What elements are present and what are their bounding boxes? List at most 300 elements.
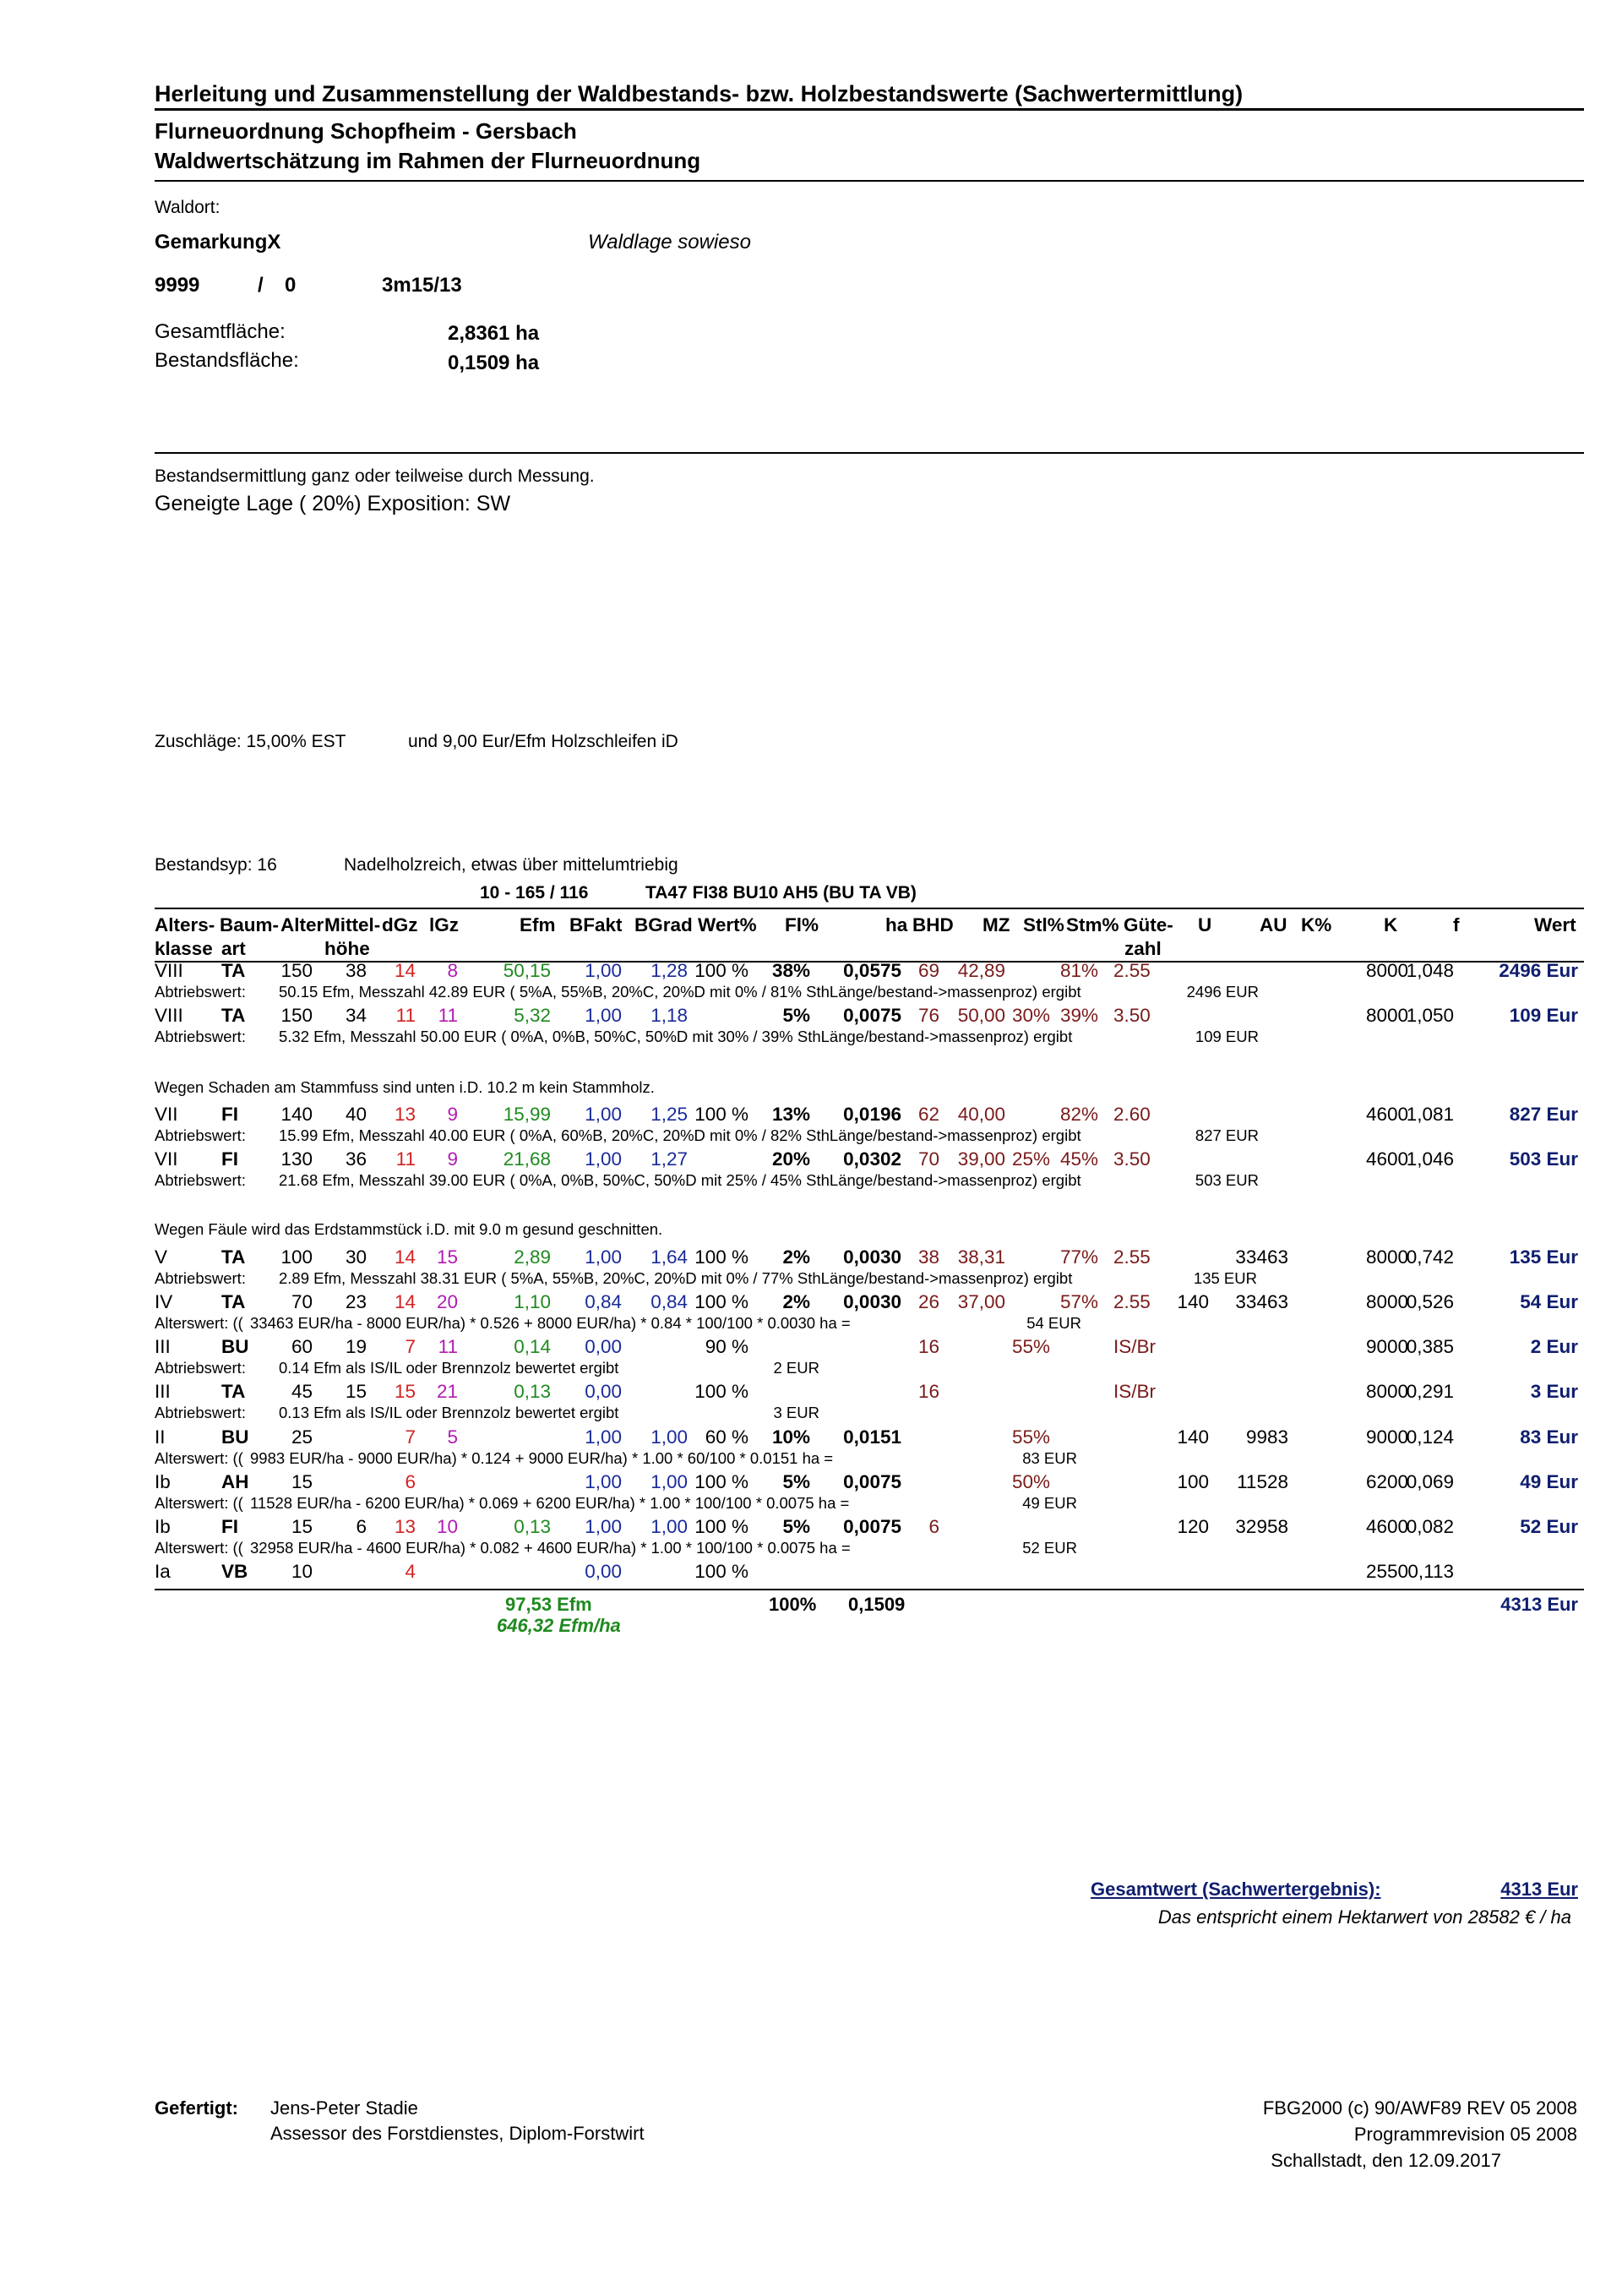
col-header-ha: ha [885, 914, 908, 935]
cell-au: 11528 [1237, 1471, 1288, 1492]
cell-ak: IV [155, 1291, 173, 1312]
cell-lgz: 5 [447, 1426, 458, 1448]
cell-alter: 15 [291, 1471, 313, 1492]
detail-result: 2 EUR [773, 1359, 819, 1377]
cell-efm: 5,32 [514, 1005, 551, 1026]
cell-ha: 0,0075 [843, 1471, 901, 1492]
cell-f: 0,113 [1407, 1561, 1454, 1582]
detail-result: 49 EUR [1022, 1494, 1077, 1512]
cell-flp: 5% [782, 1005, 810, 1026]
cell-ak: Ib [155, 1471, 171, 1492]
project-subtitle: Waldwertschätzung im Rahmen der Flurneuordnung [155, 148, 701, 173]
detail-text: 32958 EUR/ha - 4600 EUR/ha) * 0.082 + 4600 EUR/ha) * 1.00 * 100/100 * 0.0075 ha = [250, 1539, 851, 1557]
detail-label: Abtriebswert: [155, 1171, 246, 1189]
cell-mz: 40,00 [957, 1104, 1005, 1125]
cell-dgz: 4 [405, 1561, 416, 1582]
cell-k: 4600 [1365, 1148, 1408, 1170]
cell-bgrad: 1,25 [650, 1104, 688, 1125]
cell-ak: VII [155, 1104, 178, 1125]
detail-text: 0.14 Efm als IS/IL oder Brennzolz bewertet ergibt [279, 1359, 619, 1377]
title-rule [155, 108, 1584, 111]
detail-label: Alterswert: (( [155, 1314, 243, 1332]
cell-lgz: 9 [447, 1104, 458, 1125]
cell-efm: 0,14 [514, 1336, 551, 1357]
cell-f: 1,081 [1406, 1104, 1454, 1125]
cell-ak: III [155, 1336, 171, 1357]
cell-wert: 2496 Eur [1499, 960, 1578, 981]
detail-label: Abtriebswert: [155, 1359, 246, 1377]
cell-efm: 1,10 [514, 1291, 551, 1312]
detail-text: 15.99 Efm, Messzahl 40.00 EUR ( 0%A, 60%B, 20%C, 20%D mit 0% / 82% SthLänge/bestand->massenproz) ergibt [279, 1126, 1081, 1144]
total-efm-per-ha: 646,32 Efm/ha [497, 1615, 621, 1636]
col-header-mittelhoehe: Mittel- [324, 914, 381, 935]
cell-lgz: 11 [438, 1336, 458, 1357]
detail-result: 503 EUR [1195, 1171, 1259, 1189]
bestandstyp-code: 10 - 165 / 116 [480, 883, 589, 903]
cell-efm: 0,13 [514, 1381, 551, 1402]
cell-ba: TA [221, 1246, 246, 1268]
cell-bgrad: 1,18 [650, 1005, 688, 1026]
cell-bgrad: 1,00 [650, 1471, 688, 1492]
cell-lgz: 10 [436, 1516, 458, 1537]
bestandstyp-description: Nadelholzreich, etwas über mittelumtriebig [344, 855, 678, 875]
cell-ha: 0,0575 [843, 960, 901, 981]
lage-note: Geneigte Lage ( 20%) Exposition: SW [155, 492, 511, 515]
program-revision: Programmrevision 05 2008 [1353, 2124, 1577, 2145]
cell-stl: 50% [1011, 1471, 1050, 1492]
cell-k: 6200 [1365, 1471, 1408, 1492]
cell-au: 32958 [1235, 1516, 1288, 1537]
cell-wert: 109 Eur [1509, 1005, 1578, 1026]
cell-ba: TA [221, 1381, 246, 1402]
cell-k: 8000 [1365, 1246, 1408, 1268]
col-header-flp: Fl% [785, 914, 819, 935]
cell-stm: 57% [1059, 1291, 1098, 1312]
cell-dgz: 13 [394, 1516, 416, 1537]
cell-dgz: 15 [394, 1381, 416, 1402]
waldlage: Waldlage sowieso [588, 231, 751, 254]
cell-bhd: 6 [928, 1516, 939, 1537]
cell-ak: VIII [155, 960, 183, 981]
cell-stm: 81% [1059, 960, 1098, 981]
detail-result: 827 EUR [1195, 1126, 1259, 1144]
cell-ba: TA [221, 960, 246, 981]
flurstueck-separator: / [258, 274, 264, 297]
bestandsflaeche-label: Bestandsfläche: [155, 349, 299, 372]
cell-bfakt: 0,84 [585, 1291, 622, 1312]
cell-guete: 3.50 [1113, 1005, 1151, 1026]
bestandstyp-composition: TA47 FI38 BU10 AH5 (BU TA VB) [645, 883, 917, 903]
cell-alter: 25 [291, 1426, 313, 1448]
cell-alter: 45 [291, 1381, 313, 1402]
cell-k: 4600 [1365, 1104, 1408, 1125]
cell-dgz: 14 [394, 1246, 416, 1268]
cell-bfakt: 0,00 [585, 1381, 622, 1402]
cell-bfakt: 1,00 [585, 1426, 622, 1448]
cell-ak: II [155, 1426, 166, 1448]
col-header-dgz: dGz [382, 914, 418, 935]
cell-hoehe: 30 [345, 1246, 367, 1268]
cell-lgz: 9 [447, 1148, 458, 1170]
cell-mz: 38,31 [957, 1246, 1005, 1268]
cell-bfakt: 1,00 [585, 1104, 622, 1125]
col-header-lgz: lGz [429, 914, 460, 935]
cell-k: 9000 [1365, 1426, 1408, 1448]
detail-result: 52 EUR [1022, 1539, 1077, 1557]
total-flp: 100% [769, 1594, 817, 1615]
cell-f: 0,742 [1406, 1246, 1454, 1268]
cell-hoehe: 23 [345, 1291, 367, 1312]
col-header-k: K [1384, 914, 1398, 935]
program-version: FBG2000 (c) 90/AWF89 REV 05 2008 [1262, 2097, 1577, 2119]
cell-guete: 2.55 [1113, 1291, 1151, 1312]
cell-ak: Ib [155, 1516, 171, 1537]
col-header-alter: Alter [280, 914, 324, 935]
cell-dgz: 11 [395, 1005, 416, 1026]
cell-hoehe: 6 [356, 1516, 367, 1537]
cell-bfakt: 0,00 [585, 1561, 622, 1582]
cell-k: 8000 [1365, 960, 1408, 981]
cell-ba: AH [221, 1471, 249, 1492]
cell-wert: 503 Eur [1509, 1148, 1578, 1170]
cell-hoehe: 15 [345, 1381, 367, 1402]
cell-alter: 150 [280, 1005, 313, 1026]
cell-bhd: 16 [917, 1336, 939, 1357]
cell-bgrad: 1,28 [650, 960, 688, 981]
cell-bfakt: 1,00 [585, 1246, 622, 1268]
cell-wert: 49 Eur [1520, 1471, 1578, 1492]
cell-wert: 2 Eur [1530, 1336, 1578, 1357]
cell-wert: 83 Eur [1520, 1426, 1578, 1448]
cell-mz: 39,00 [957, 1148, 1005, 1170]
cell-alter: 100 [280, 1246, 313, 1268]
cell-stm: 45% [1059, 1148, 1098, 1170]
col-header-guete: Güte- [1124, 914, 1173, 935]
cell-ba: BU [221, 1426, 249, 1448]
detail-label: Abtriebswert: [155, 1404, 246, 1421]
cell-hoehe: 40 [345, 1104, 367, 1125]
cell-dgz: 11 [395, 1148, 416, 1170]
hektarwert-text: Das entspricht einem Hektarwert von 28582 € / ha [1157, 1906, 1571, 1928]
detail-label: Abtriebswert: [155, 1028, 246, 1045]
col-header-mz: MZ [982, 914, 1010, 935]
cell-hoehe: 36 [345, 1148, 367, 1170]
cell-dgz: 6 [405, 1471, 416, 1492]
cell-lgz: 15 [436, 1246, 458, 1268]
cell-bfakt: 1,00 [585, 960, 622, 981]
detail-result: 109 EUR [1195, 1028, 1259, 1045]
cell-flp: 5% [782, 1516, 810, 1537]
cell-bgrad: 1,27 [650, 1148, 688, 1170]
col-header-kp: K% [1301, 914, 1332, 935]
cell-k: 8000 [1365, 1005, 1408, 1026]
cell-efm: 15,99 [503, 1104, 551, 1125]
cell-flp: 2% [782, 1246, 810, 1268]
gesamtflaeche-value: 2,8361 ha [448, 322, 540, 345]
cell-efm: 0,13 [514, 1516, 551, 1537]
total-ha: 0,1509 [848, 1594, 906, 1615]
cell-bgrad: 1,00 [650, 1426, 688, 1448]
detail-result: 135 EUR [1193, 1269, 1257, 1287]
cell-alter: 130 [280, 1148, 313, 1170]
cell-f: 0,291 [1406, 1381, 1454, 1402]
zuschlaege-note: Zuschläge: 15,00% EST [155, 732, 346, 751]
cell-bgrad: 1,64 [650, 1246, 688, 1268]
cell-flp: 13% [771, 1104, 810, 1125]
cell-alter: 70 [291, 1291, 313, 1312]
cell-u: 140 [1177, 1291, 1209, 1312]
col-header-zahl: zahl [1124, 938, 1162, 959]
cell-alter: 60 [291, 1336, 313, 1357]
cell-f: 0,069 [1406, 1471, 1454, 1492]
col-header-bgrad: BGrad [634, 914, 693, 935]
cell-stl: 25% [1011, 1148, 1050, 1170]
cell-ba: TA [221, 1291, 246, 1312]
col-header-altersklasse: Alters- [155, 914, 215, 935]
cell-ba: FI [221, 1516, 238, 1537]
col-header-stmp: Stm% [1066, 914, 1119, 935]
cell-bhd: 69 [917, 960, 939, 981]
cell-wertp: 100 % [694, 1381, 748, 1402]
cell-wertp: 100 % [694, 1516, 748, 1537]
detail-label: Abtriebswert: [155, 983, 246, 1001]
cell-wertp: 100 % [694, 1104, 748, 1125]
cell-lgz: 8 [447, 960, 458, 981]
cell-k: 2550 [1365, 1561, 1408, 1582]
document-title: Herleitung und Zusammenstellung der Waldbestands- bzw. Holzbestandswerte (Sachwertermittlung) [155, 81, 1244, 106]
cell-wertp: 100 % [694, 1246, 748, 1268]
col-header-efm: Efm [520, 914, 556, 935]
cell-u: 120 [1177, 1516, 1209, 1537]
detail-text: 0.13 Efm als IS/IL oder Brennzolz bewertet ergibt [279, 1404, 619, 1421]
cell-bgrad: 1,00 [650, 1516, 688, 1537]
cell-k: 8000 [1365, 1381, 1408, 1402]
cell-alter: 10 [291, 1561, 313, 1582]
cell-wert: 3 Eur [1530, 1381, 1578, 1402]
col-header-au: AU [1260, 914, 1287, 935]
remark-faeule: Wegen Fäule wird das Erdstammstück i.D. mit 9.0 m gesund geschnitten. [155, 1220, 663, 1238]
detail-label: Alterswert: (( [155, 1539, 243, 1557]
total-efm: 97,53 Efm [505, 1594, 592, 1615]
totals-rule [155, 1589, 1584, 1590]
col-header-stlp: Stl% [1023, 914, 1064, 935]
cell-guete: 2.55 [1113, 1246, 1151, 1268]
col-header-wertp: Wert% [698, 914, 757, 935]
cell-stm: 82% [1059, 1104, 1098, 1125]
bestandsflaeche-value: 0,1509 ha [448, 352, 540, 374]
col-header-bhd: BHD [912, 914, 954, 935]
cell-bgrad: 0,84 [650, 1291, 688, 1312]
cell-bfakt: 0,00 [585, 1336, 622, 1357]
cell-ha: 0,0075 [843, 1005, 901, 1026]
cell-au: 33463 [1235, 1291, 1288, 1312]
detail-text: 2.89 Efm, Messzahl 38.31 EUR ( 5%A, 55%B, 20%C, 20%D mit 0% / 77% SthLänge/bestand->massenproz) ergibt [279, 1269, 1073, 1287]
cell-bfakt: 1,00 [585, 1148, 622, 1170]
cell-flp: 5% [782, 1471, 810, 1492]
detail-result: 54 EUR [1026, 1314, 1081, 1332]
detail-text: 50.15 Efm, Messzahl 42.89 EUR ( 5%A, 55%B, 20%C, 20%D mit 0% / 81% SthLänge/bestand->massenproz) ergibt [279, 983, 1081, 1001]
cell-lgz: 20 [436, 1291, 458, 1312]
detail-label: Abtriebswert: [155, 1126, 246, 1144]
cell-wertp: 90 % [705, 1336, 748, 1357]
detail-label: Alterswert: (( [155, 1494, 243, 1512]
cell-k: 9000 [1365, 1336, 1408, 1357]
cell-stl: 30% [1011, 1005, 1050, 1026]
cell-guete: IS/Br [1113, 1336, 1157, 1357]
cell-alter: 140 [280, 1104, 313, 1125]
cell-bfakt: 1,00 [585, 1471, 622, 1492]
cell-dgz: 7 [405, 1426, 416, 1448]
cell-stm: 77% [1059, 1246, 1098, 1268]
cell-k: 4600 [1365, 1516, 1408, 1537]
cell-stl: 55% [1011, 1426, 1050, 1448]
cell-wertp: 100 % [694, 1471, 748, 1492]
cell-ba: FI [221, 1104, 238, 1125]
cell-dgz: 14 [394, 960, 416, 981]
cell-f: 1,046 [1406, 1148, 1454, 1170]
place-date: Schallstadt, den 12.09.2017 [1271, 2150, 1501, 2171]
remark-schaden: Wegen Schaden am Stammfuss sind unten i.D. 10.2 m kein Stammholz. [155, 1078, 655, 1096]
cell-wertp: 100 % [694, 1561, 748, 1582]
col-header-baumart: Baum- [220, 914, 280, 935]
cell-lgz: 21 [436, 1381, 458, 1402]
cell-ak: Ia [155, 1561, 171, 1582]
cell-wertp: 100 % [694, 1291, 748, 1312]
cell-mz: 42,89 [957, 960, 1005, 981]
detail-text: 21.68 Efm, Messzahl 39.00 EUR ( 0%A, 0%B, 50%C, 50%D mit 25% / 45% SthLänge/bestand->massenproz) ergibt [279, 1171, 1081, 1189]
cell-flp: 10% [771, 1426, 810, 1448]
cell-bhd: 26 [917, 1291, 939, 1312]
detail-label: Abtriebswert: [155, 1269, 246, 1287]
cell-ha: 0,0302 [843, 1148, 901, 1170]
cell-f: 1,048 [1406, 960, 1454, 981]
cell-ha: 0,0030 [843, 1291, 901, 1312]
cell-f: 0,082 [1406, 1516, 1454, 1537]
cell-guete: 2.60 [1113, 1104, 1151, 1125]
detail-result: 2496 EUR [1186, 983, 1259, 1001]
cell-ba: FI [221, 1148, 238, 1170]
flurstueck-nr: 9999 [155, 274, 200, 297]
cell-flp: 2% [782, 1291, 810, 1312]
cell-guete: 2.55 [1113, 960, 1151, 981]
cell-alter: 150 [280, 960, 313, 981]
cell-efm: 21,68 [503, 1148, 551, 1170]
author-name: Jens-Peter Stadie [270, 2097, 418, 2119]
cell-u: 140 [1177, 1426, 1209, 1448]
cell-au: 33463 [1235, 1246, 1288, 1268]
holzschleifen-note: und 9,00 Eur/Efm Holzschleifen iD [408, 732, 678, 751]
waldort-label: Waldort: [155, 198, 220, 217]
col-header-art: art [221, 938, 246, 959]
cell-ba: BU [221, 1336, 249, 1357]
cell-hoehe: 34 [345, 1005, 367, 1026]
cell-wertp: 60 % [705, 1426, 748, 1448]
cell-wert: 135 Eur [1509, 1246, 1578, 1268]
detail-text: 11528 EUR/ha - 6200 EUR/ha) * 0.069 + 6200 EUR/ha) * 1.00 * 100/100 * 0.0075 ha = [250, 1494, 850, 1512]
flurstueck-sub: 0 [285, 274, 297, 297]
cell-mz: 50,00 [957, 1005, 1005, 1026]
detail-text: 9983 EUR/ha - 9000 EUR/ha) * 0.124 + 9000 EUR/ha) * 1.00 * 60/100 * 0.0151 ha = [250, 1449, 834, 1467]
cell-ha: 0,0196 [843, 1104, 901, 1125]
cell-au: 9983 [1245, 1426, 1288, 1448]
cell-bhd: 76 [917, 1005, 939, 1026]
gesamtflaeche-label: Gesamtfläche: [155, 320, 286, 343]
detail-text: 5.32 Efm, Messzahl 50.00 EUR ( 0%A, 0%B, 50%C, 50%D mit 30% / 39% SthLänge/bestand->massenproz) ergibt [279, 1028, 1073, 1045]
table-top-rule [155, 908, 1584, 909]
cell-ha: 0,0075 [843, 1516, 901, 1537]
subtitle-rule [155, 180, 1584, 182]
cell-f: 0,124 [1406, 1426, 1454, 1448]
messung-note: Bestandsermittlung ganz oder teilweise durch Messung. [155, 466, 595, 486]
cell-dgz: 13 [394, 1104, 416, 1125]
author-title: Assessor des Forstdienstes, Diplom-Forstwirt [270, 2123, 645, 2144]
cell-efm: 50,15 [503, 960, 551, 981]
total-wert: 4313 Eur [1500, 1594, 1578, 1615]
cell-dgz: 14 [394, 1291, 416, 1312]
cell-bfakt: 1,00 [585, 1005, 622, 1026]
cell-wertp: 100 % [694, 960, 748, 981]
cell-wert: 54 Eur [1520, 1291, 1578, 1312]
flurstueck-code: 3m15/13 [382, 274, 462, 297]
cell-hoehe: 19 [345, 1336, 367, 1357]
gesamtwert-value: 4313 Eur [1500, 1879, 1578, 1900]
cell-bhd: 16 [917, 1381, 939, 1402]
cell-ha: 0,0151 [843, 1426, 901, 1448]
cell-bhd: 70 [917, 1148, 939, 1170]
detail-result: 3 EUR [773, 1404, 819, 1421]
gefertigt-label: Gefertigt: [155, 2097, 238, 2119]
col-header-u: U [1198, 914, 1212, 935]
cell-efm: 2,89 [514, 1246, 551, 1268]
cell-f: 0,385 [1406, 1336, 1454, 1357]
col-header-f: f [1453, 914, 1460, 935]
cell-ba: TA [221, 1005, 246, 1026]
cell-hoehe: 38 [345, 960, 367, 981]
cell-ba: VB [221, 1561, 248, 1582]
cell-k: 8000 [1365, 1291, 1408, 1312]
cell-lgz: 11 [438, 1005, 458, 1026]
cell-guete: 3.50 [1113, 1148, 1151, 1170]
cell-stm: 39% [1059, 1005, 1098, 1026]
cell-bhd: 38 [917, 1246, 939, 1268]
cell-alter: 15 [291, 1516, 313, 1537]
cell-ak: III [155, 1381, 171, 1402]
cell-ak: VIII [155, 1005, 183, 1026]
col-header-wert: Wert [1534, 914, 1576, 935]
cell-bhd: 62 [917, 1104, 939, 1125]
cell-dgz: 7 [405, 1336, 416, 1357]
cell-stl: 55% [1011, 1336, 1050, 1357]
cell-bfakt: 1,00 [585, 1516, 622, 1537]
cell-flp: 20% [771, 1148, 810, 1170]
cell-u: 100 [1177, 1471, 1209, 1492]
gemarkung: GemarkungX [155, 231, 281, 254]
project-name: Flurneuordnung Schopfheim - Gersbach [155, 118, 577, 144]
cell-ak: VII [155, 1148, 178, 1170]
detail-text: 33463 EUR/ha - 8000 EUR/ha) * 0.526 + 8000 EUR/ha) * 0.84 * 100/100 * 0.0030 ha = [250, 1314, 851, 1332]
cell-ak: V [155, 1246, 168, 1268]
detail-label: Alterswert: (( [155, 1449, 243, 1467]
gesamtwert-label: Gesamtwert (Sachwertergebnis): [1091, 1879, 1381, 1900]
cell-f: 1,050 [1406, 1005, 1454, 1026]
location-rule [155, 452, 1584, 454]
cell-ha: 0,0030 [843, 1246, 901, 1268]
col-header-hoehe: höhe [324, 938, 370, 959]
cell-guete: IS/Br [1113, 1381, 1157, 1402]
col-header-bfakt: BFakt [569, 914, 623, 935]
detail-result: 83 EUR [1022, 1449, 1077, 1467]
cell-wert: 827 Eur [1509, 1104, 1578, 1125]
